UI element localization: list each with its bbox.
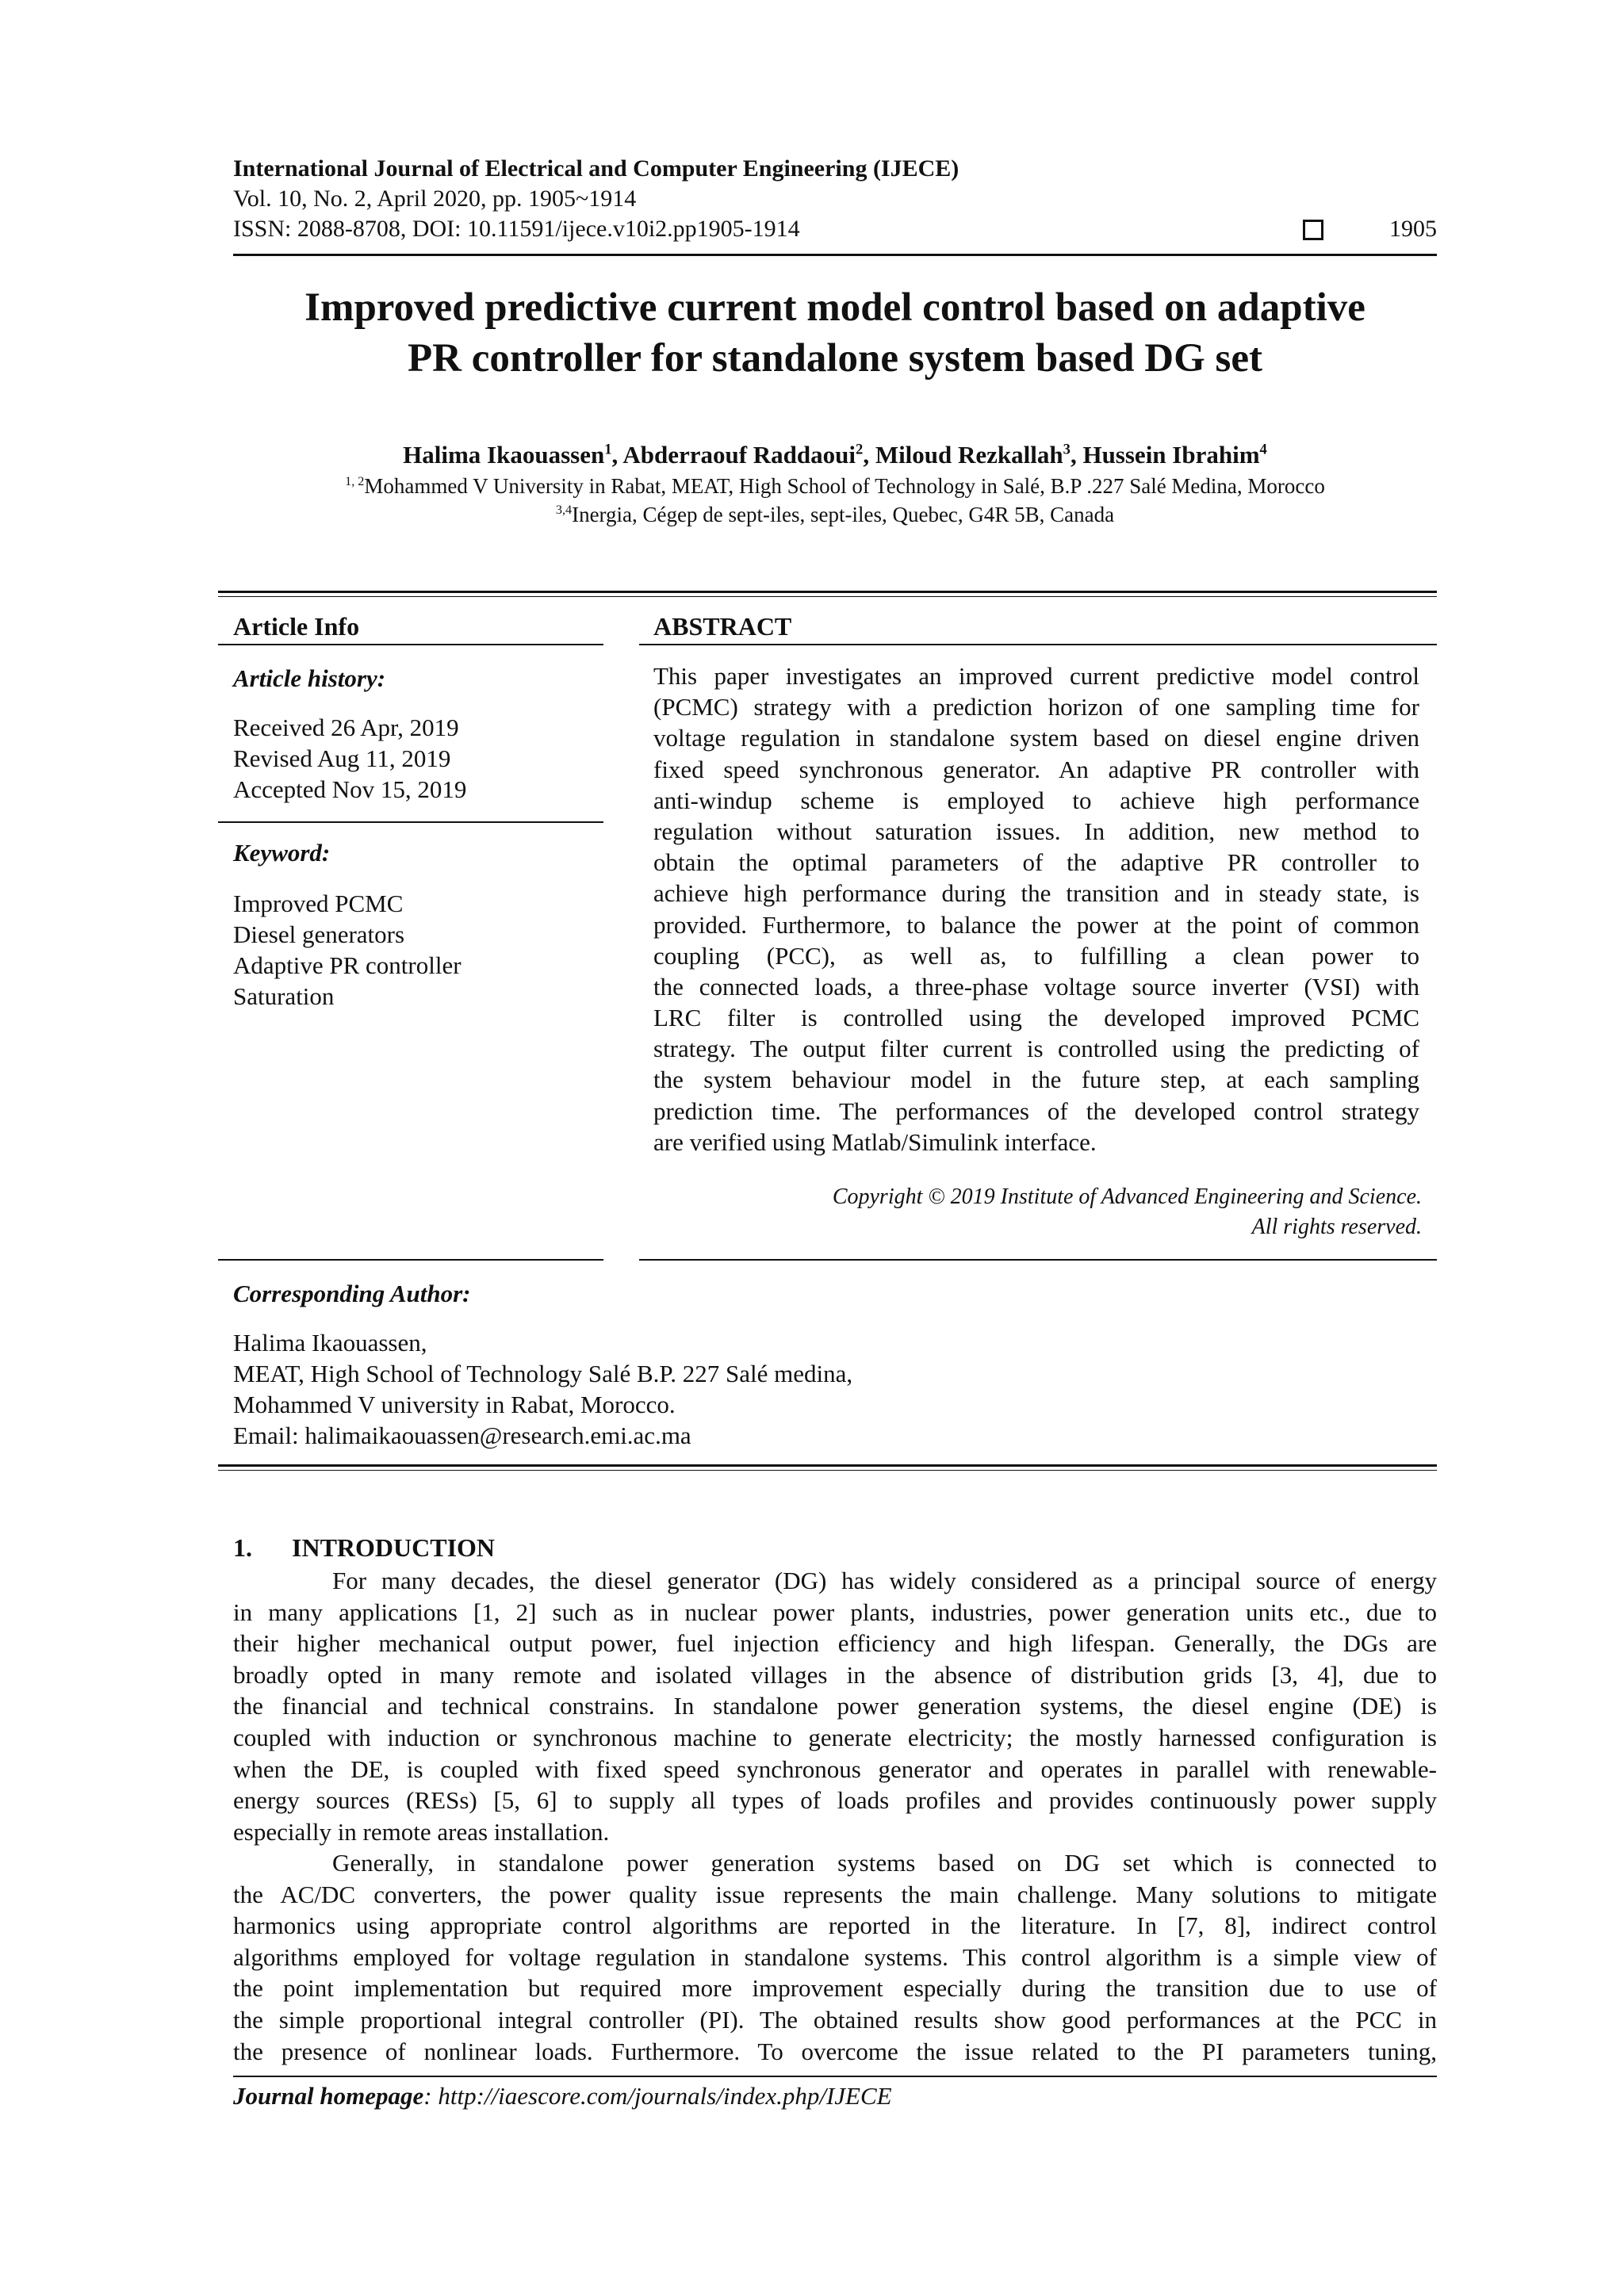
author-4-sup: 4 (1259, 441, 1267, 458)
body-line: the point implementation but required more improvement especially during the transition due to use of (233, 1974, 1437, 2003)
abstract-line: LRC filter is controlled using the developed improved PCMC (653, 1004, 1419, 1032)
footer-rule (233, 2076, 1437, 2077)
author-3: , Miloud Rezkallah (863, 441, 1063, 469)
journal-name: International Journal of Electrical and Computer Engineering (IJECE) (233, 155, 959, 182)
journal-homepage (233, 2082, 892, 2110)
title-line-2: PR controller for standalone system based DG set (407, 336, 1263, 381)
article-info-bottom-rule (218, 1259, 603, 1261)
article-info-rule (218, 644, 603, 645)
abstract-line: obtain the optimal parameters of the adaptive PR controller to (653, 848, 1419, 877)
affiliation-2 (233, 503, 1437, 527)
body-line: especially in remote areas installation. (233, 1817, 610, 1846)
abstract-line: the connected loads, a three-phase voltage source inverter (VSI) with (653, 972, 1419, 1001)
abstract-line: prediction time. The performances of the developed control strategy (653, 1096, 1419, 1125)
corresponding-email: Email: halimaikaouassen@research.emi.ac.ma (233, 1422, 691, 1449)
info-bottom-rule (218, 1464, 1437, 1471)
corresponding-name: Halima Ikaouassen, (233, 1329, 427, 1357)
intro-paragraph-2 (233, 1847, 1437, 2067)
paper-title (233, 282, 1437, 384)
keyword-label: Keyword: (233, 839, 331, 867)
body-line: when the DE, is coupled with fixed speed synchronous generator and operates in parallel with renewable- (233, 1755, 1437, 1783)
header-rule (233, 254, 1437, 256)
body-line: the simple proportional integral controller (PI). The obtained results show good performances at the PCC in (233, 2005, 1437, 2034)
author-3-sup: 3 (1063, 441, 1071, 458)
abstract-line: fixed speed synchronous generator. An adaptive PR controller with (653, 755, 1419, 783)
abstract-text (653, 660, 1419, 1158)
author-2-sup: 2 (856, 441, 864, 458)
abstract-line: coupling (PCC), as well as, to fulfilling a clean power to (653, 941, 1419, 970)
affiliation-1 (233, 474, 1437, 499)
homepage-label: Journal homepage (233, 2082, 424, 2110)
affiliation-1-text: Mohammed V University in Rabat, MEAT, High School of Technology in Salé, B.P .227 Salé Medina, Morocco (364, 474, 1325, 498)
keyword-item: Diesel generators (233, 920, 405, 948)
volume-info: Vol. 10, No. 2, April 2020, pp. 1905~1914 (233, 186, 637, 212)
author-1-sup: 1 (604, 441, 612, 458)
issn-doi: ISSN: 2088-8708, DOI: 10.11591/ijece.v10i2.pp1905-1914 (233, 216, 800, 242)
abstract-line: are verified using Matlab/Simulink interface. (653, 1127, 1097, 1156)
article-history-label: Article history: (233, 664, 386, 692)
accepted-date: Accepted Nov 15, 2019 (233, 775, 467, 803)
article-info-heading: Article Info (233, 612, 360, 641)
abstract-line: This paper investigates an improved current predictive model control (653, 662, 1419, 690)
corresponding-author-label: Corresponding Author: (233, 1280, 471, 1307)
body-line: For many decades, the diesel generator (DG) has widely considered as a principal source of energy (332, 1567, 1437, 1594)
keyword-item: Saturation (233, 982, 335, 1010)
title-line-1: Improved predictive current model control based on adaptive (304, 285, 1365, 330)
affiliation-1-sup: 1, 2 (345, 474, 365, 488)
page-number: 1905 (1389, 216, 1437, 242)
info-top-rule (218, 591, 1437, 597)
abstract-line: achieve high performance during the transition and in steady state, is (653, 879, 1419, 908)
keyword-item: Adaptive PR controller (233, 951, 462, 979)
keyword-item: Improved PCMC (233, 890, 404, 917)
body-line: broadly opted in many remote and isolated villages in the absence of distribution grids [3, 4], due to (233, 1660, 1437, 1689)
body-line: the presence of nonlinear loads. Furthermore. To overcome the issue related to the PI parameters tuning, (233, 2037, 1437, 2065)
abstract-rule (639, 644, 1437, 645)
copyright-line-2: All rights reserved. (1251, 1215, 1422, 1239)
affiliation-2-sup: 3,4 (555, 503, 573, 517)
abstract-line: regulation without saturation issues. In addition, new method to (653, 817, 1419, 845)
abstract-line: strategy. The output filter current is controlled using the predicting of (653, 1035, 1419, 1063)
abstract-line: (PCMC) strategy with a prediction horizon of one sampling time for (653, 693, 1419, 721)
intro-number: 1. (233, 1533, 252, 1562)
abstract-bottom-rule (639, 1259, 1437, 1261)
abstract-heading: ABSTRACT (653, 612, 792, 641)
affiliation-2-text: Inergia, Cégep de sept-iles, sept-iles, Quebec, G4R 5B, Canada (572, 503, 1115, 526)
revised-date: Revised Aug 11, 2019 (233, 744, 451, 772)
author-4: , Hussein Ibrahim (1070, 441, 1260, 469)
copyright-line-1: Copyright © 2019 Institute of Advanced Engineering and Science. (832, 1184, 1422, 1209)
body-line: harmonics using appropriate control algorithms are reported in the literature. In [7, 8], indirect control (233, 1911, 1437, 1940)
intro-paragraph-1 (233, 1565, 1437, 1847)
body-line: Generally, in standalone power generation systems based on DG set which is connected to (332, 1849, 1437, 1877)
body-line: coupled with induction or synchronous machine to generate electricity; the mostly harnessed configuration is (233, 1723, 1437, 1751)
author-list (233, 441, 1437, 469)
author-1: Halima Ikaouassen (403, 441, 605, 469)
body-line: algorithms employed for voltage regulation in standalone systems. This control algorithm is a simple view of (233, 1942, 1437, 1971)
body-line: their higher mechanical output power, fuel injection efficiency and high lifespan. Generally, the DGs are (233, 1629, 1437, 1658)
keyword-rule (218, 821, 603, 823)
body-line: the AC/DC converters, the power quality issue represents the main challenge. Many solutions to mitigate (233, 1880, 1437, 1908)
abstract-line: voltage regulation in standalone system based on diesel engine driven (653, 724, 1419, 752)
intro-heading: INTRODUCTION (292, 1533, 496, 1562)
abstract-line: the system behaviour model in the future step, at each sampling (653, 1066, 1419, 1094)
corresponding-address-1: MEAT, High School of Technology Salé B.P. 227 Salé medina, (233, 1360, 853, 1387)
abstract-line: anti-windup scheme is employed to achieve high performance (653, 786, 1419, 814)
author-2: , Abderraouf Raddaoui (611, 441, 856, 469)
received-date: Received 26 Apr, 2019 (233, 714, 459, 741)
homepage-url[interactable]: : http://iaescore.com/journals/index.php/IJECE (423, 2082, 892, 2110)
body-line: in many applications [1, 2] such as in nuclear power plants, industries, power generation units etc., due to (233, 1598, 1437, 1626)
square-icon (1303, 220, 1323, 240)
corresponding-address-2: Mohammed V university in Rabat, Morocco. (233, 1391, 676, 1418)
abstract-line: provided. Furthermore, to balance the power at the point of common (653, 910, 1419, 939)
body-line: energy sources (RESs) [5, 6] to supply all types of loads profiles and provides continuously power supply (233, 1786, 1437, 1815)
body-line: the financial and technical constrains. In standalone power generation systems, the diesel engine (DE) is (233, 1692, 1437, 1720)
